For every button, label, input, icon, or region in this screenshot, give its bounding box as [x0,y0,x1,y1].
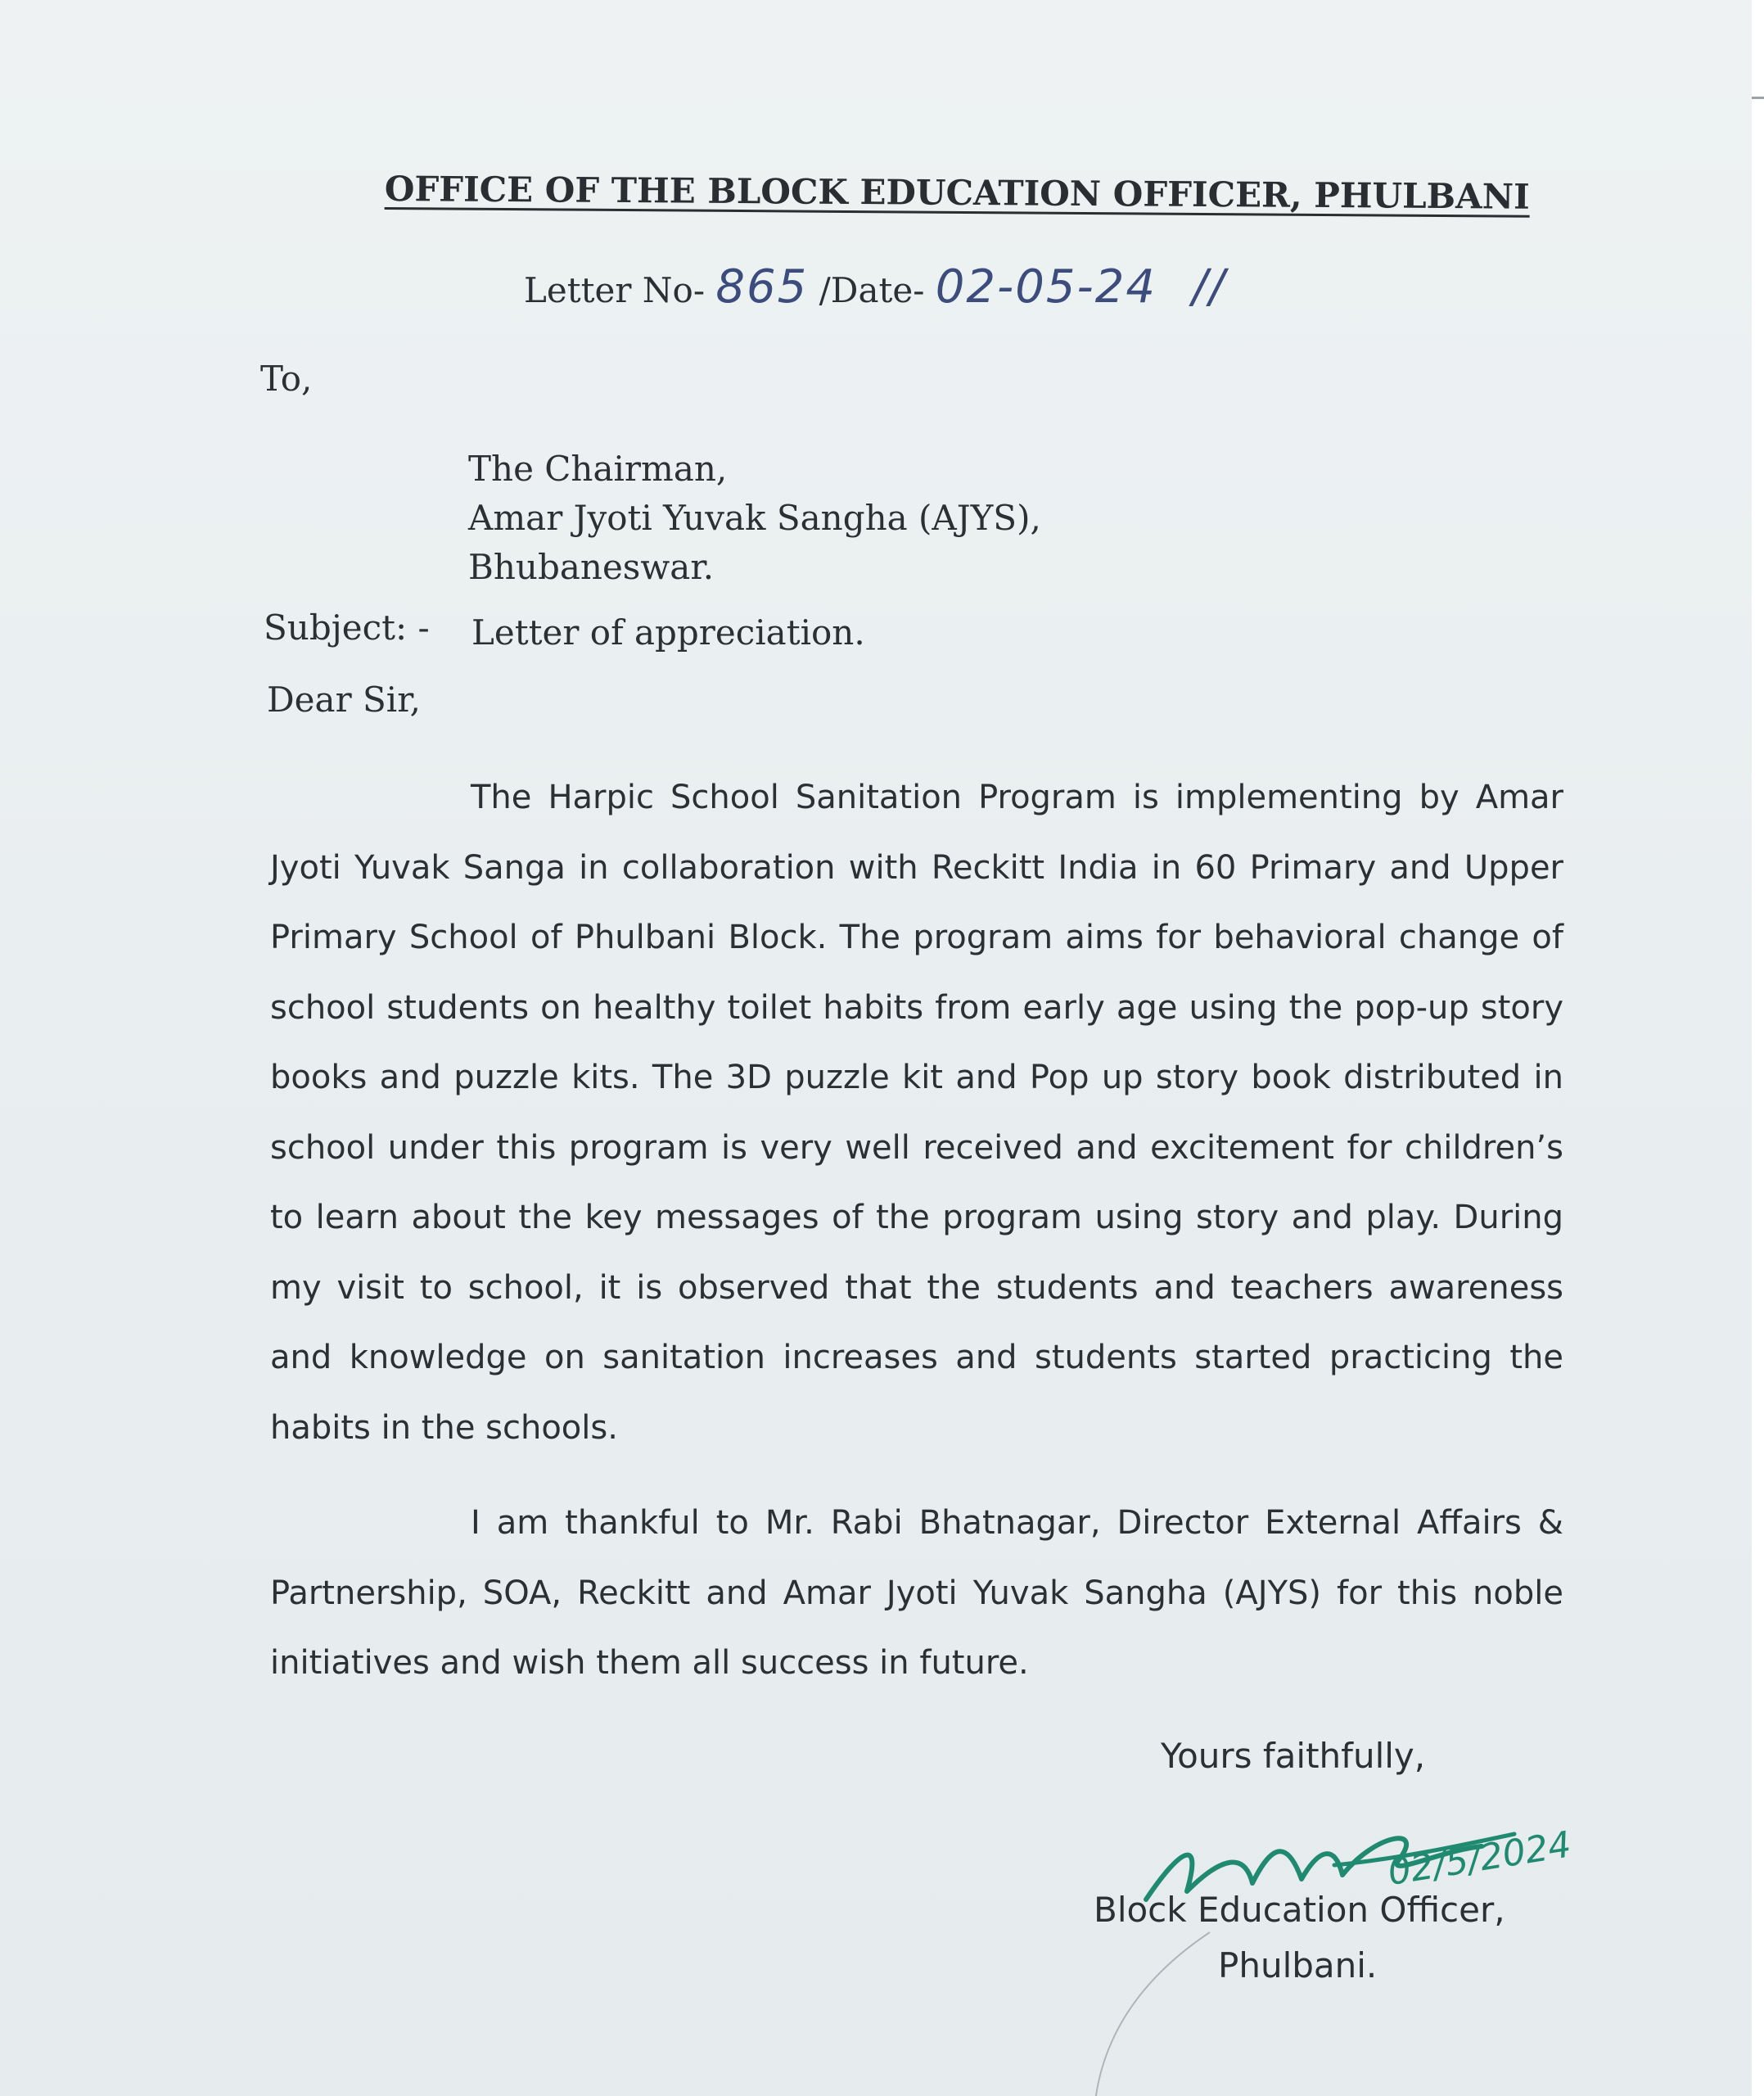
salutation: Dear Sir, [267,680,422,720]
date-label: /Date- [819,270,925,310]
date-value: 02-05-24 [935,260,1157,314]
paper-fold-mark [1079,1916,1423,2096]
recipient-line: Amar Jyoti Yuvak Sangha (AJYS), [468,498,1041,538]
signatory-title: Block Education Officer, [1094,1890,1505,1930]
subject-label: Subject: - [264,608,430,648]
letter-reference [524,260,1226,314]
subject-text: Letter of appreciation. [471,612,865,653]
letter-no-value: 865 [715,260,809,314]
body-paragraph: The Harpic School Sanitation Program is implementing by Amar Jyoti Yuvak Sanga in collaboration with Reckitt India in 60 Primary and Upper Primary School of Phulbani Block. The program aims for behavioral change of school students on healthy toilet habits from early age using the pop-up story books and puzzle kits. The 3D puzzle kit and Pop up story book distributed in school under this program is very well received and excitement for children’s to learn about the key messages of the program using story and play. During my visit to school, it is observed that the students and teachers awareness and knowledge on sanitation increases and students started practicing the habits in the schools. [270,779,1563,1447]
date-suffix: // [1192,260,1227,314]
edge-mark [1752,97,1764,99]
signature-date: 02/5/2024 [1385,1823,1574,1894]
body-paragraph: I am thankful to Mr. Rabi Bhatnagar, Director External Affairs & Partnership, SOA, Reckitt and Amar Jyoti Yuvak Sangha (AJYS) for this noble initiatives and wish them all success in future. [270,1504,1563,1682]
office-title: OFFICE OF THE BLOCK EDUCATION OFFICER, PHULBANI [384,169,1530,217]
recipient-line: Bhubaneswar. [468,547,715,587]
page-margin [1752,0,1764,2096]
to-label: To, [260,359,313,399]
valediction: Yours faithfully, [1161,1736,1426,1776]
signatory-place: Phulbani. [1218,1945,1378,1985]
recipient-line: The Chairman, [468,449,728,489]
letter-no-label: Letter No- [524,270,706,310]
